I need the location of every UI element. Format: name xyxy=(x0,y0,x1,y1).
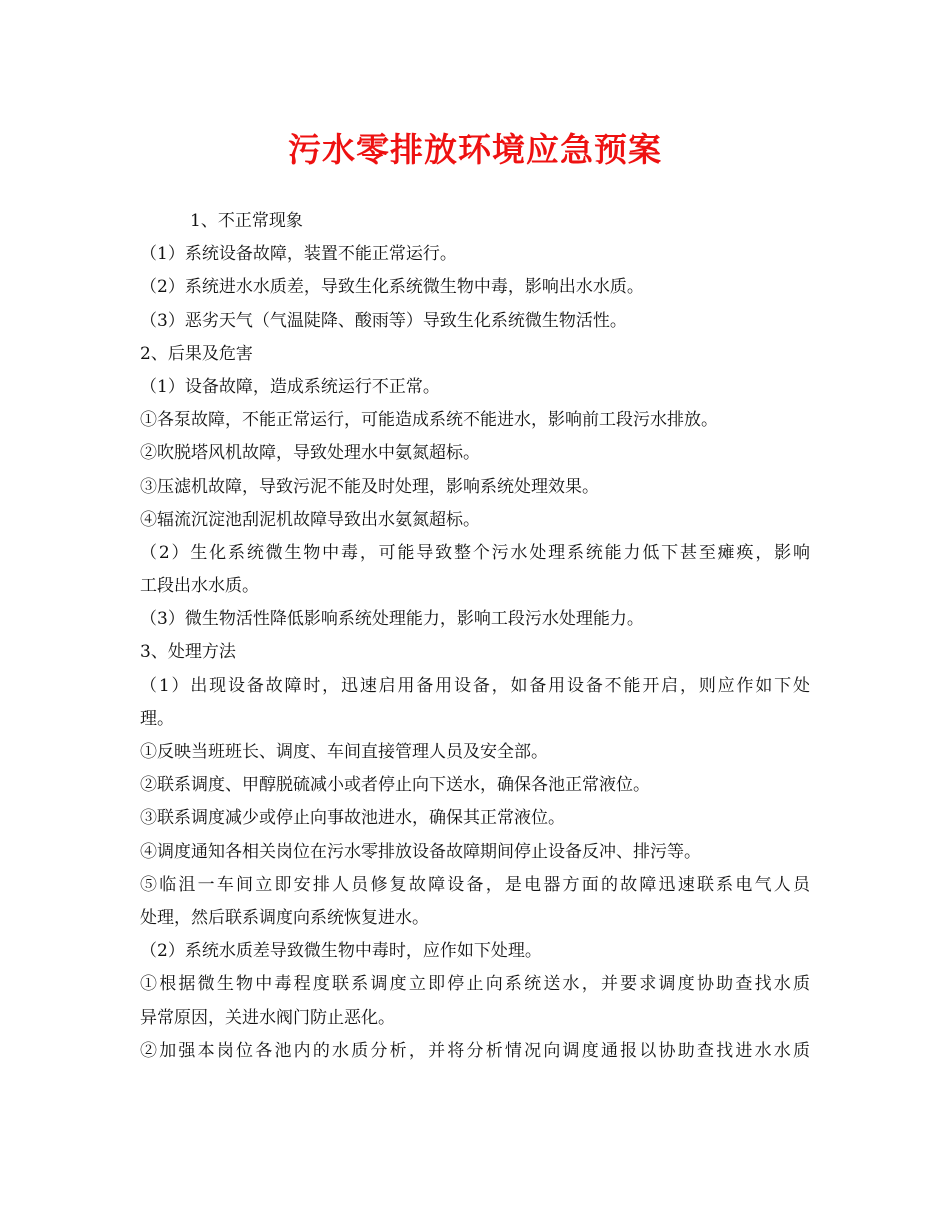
paragraph-line: （1）出现设备故障时，迅速启用备用设备，如备用设备不能开启，则应作如下处 xyxy=(140,675,810,696)
paragraph-line: 工段出水水质。 xyxy=(140,576,259,597)
document-title: 污水零排放环境应急预案 xyxy=(288,130,662,169)
paragraph-line: ①根据微生物中毒程度联系调度立即停止向系统送水，并要求调度协助查找水质 xyxy=(140,974,810,995)
paragraph-line: 理。 xyxy=(140,708,174,729)
paragraph-line: （3）恶劣天气（气温陡降、酸雨等）导致生化系统微生物活性。 xyxy=(140,310,627,331)
heading-consequences: 2、后果及危害 xyxy=(140,343,253,364)
heading-abnormal-phenomena: 1、不正常现象 xyxy=(190,211,303,231)
heading-treatment-methods: 3、处理方法 xyxy=(140,642,236,663)
paragraph-line: 处理，然后联系调度向系统恢复进水。 xyxy=(140,907,429,928)
document-body xyxy=(140,205,810,1068)
paragraph-line: ⑤临沮一车间立即安排人员修复故障设备，是电器方面的故障迅速联系电气人员 xyxy=(140,874,810,895)
paragraph-line: （2）系统进水水质差，导致生化系统微生物中毒，影响出水水质。 xyxy=(140,277,644,298)
paragraph-line: （2）生化系统微生物中毒，可能导致整个污水处理系统能力低下甚至瘫痪，影响 xyxy=(140,542,810,563)
paragraph-line: （3）微生物活性降低影响系统处理能力，影响工段污水处理能力。 xyxy=(140,609,644,630)
paragraph-line: ②加强本岗位各池内的水质分析，并将分析情况向调度通报以协助查找进水水质 xyxy=(140,1040,810,1061)
paragraph-line: （1）系统设备故障，装置不能正常运行。 xyxy=(140,244,457,265)
paragraph-line: ②联系调度、甲醇脱硫减小或者停止向下送水，确保各池正常液位。 xyxy=(140,775,650,796)
paragraph-line: ④调度通知各相关岗位在污水零排放设备故障期间停止设备反冲、排污等。 xyxy=(140,841,701,862)
paragraph-line: ①各泵故障，不能正常运行，可能造成系统不能进水，影响前工段污水排放。 xyxy=(140,410,718,431)
paragraph-line: （2）系统水质差导致微生物中毒时，应作如下处理。 xyxy=(140,941,542,962)
paragraph-line: ①反映当班班长、调度、车间直接管理人员及安全部。 xyxy=(140,742,548,762)
paragraph-line: （1）设备故障，造成系统运行不正常。 xyxy=(140,376,440,397)
paragraph-line: 异常原因，关进水阀门防止恶化。 xyxy=(140,1007,395,1028)
paragraph-line: ③压滤机故障，导致污泥不能及时处理，影响系统处理效果。 xyxy=(140,476,599,497)
paragraph-line: ④辐流沉淀池刮泥机故障导致出水氨氮超标。 xyxy=(140,509,480,530)
paragraph-line: ③联系调度减少或停止向事故池进水，确保其正常液位。 xyxy=(140,808,565,829)
paragraph-line: ②吹脱塔风机故障，导致处理水中氨氮超标。 xyxy=(140,443,480,464)
